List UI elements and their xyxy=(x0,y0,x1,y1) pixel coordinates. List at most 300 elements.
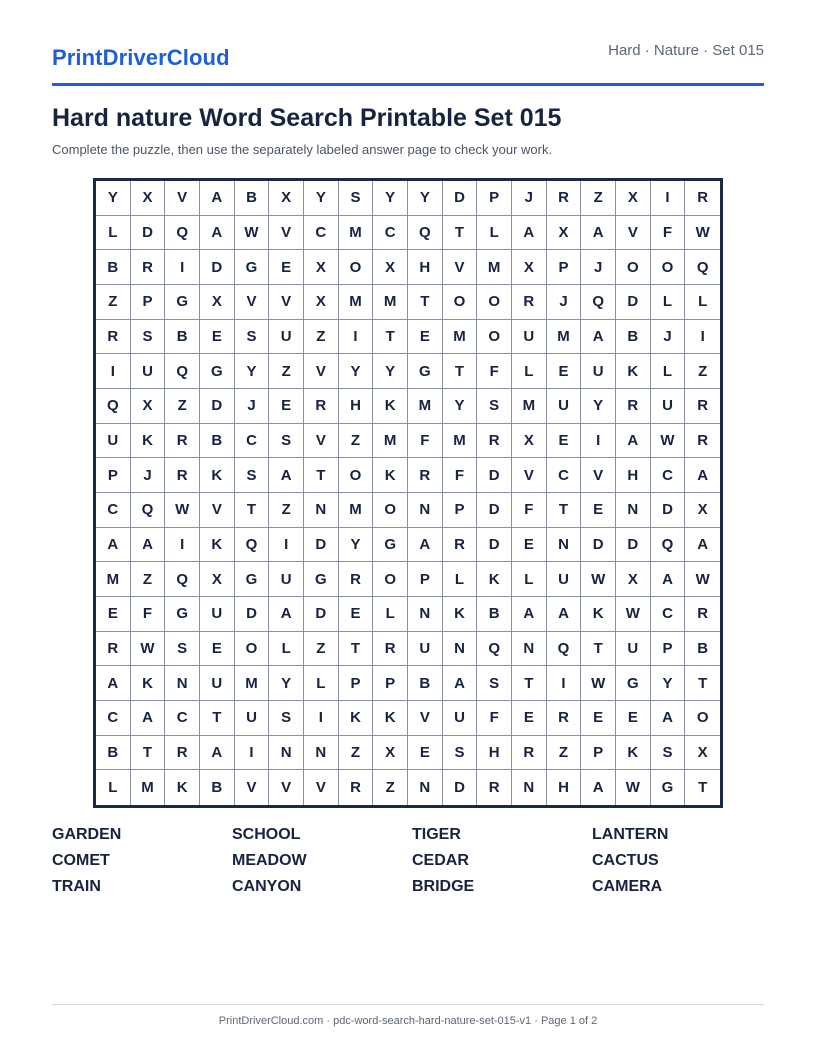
grid-cell: Q xyxy=(165,562,200,597)
grid-cell: A xyxy=(651,701,686,736)
grid-cell: U xyxy=(269,562,304,597)
grid-cell: T xyxy=(235,493,270,528)
word-list-item: MEADOW xyxy=(232,852,307,869)
page-header xyxy=(52,0,764,86)
grid-cell: A xyxy=(512,216,547,251)
grid-cell: Z xyxy=(165,389,200,424)
grid-cell: T xyxy=(131,736,166,771)
grid-cell: H xyxy=(477,736,512,771)
grid-cell: D xyxy=(235,597,270,632)
grid-cell: W xyxy=(131,632,166,667)
grid-cell: Z xyxy=(339,424,374,459)
grid-cell: Q xyxy=(131,493,166,528)
grid-cell: B xyxy=(685,632,720,667)
grid-cell: D xyxy=(581,528,616,563)
grid-cell: U xyxy=(96,424,131,459)
grid-cell: Y xyxy=(339,528,374,563)
grid-cell: R xyxy=(165,736,200,771)
grid-cell: G xyxy=(304,562,339,597)
grid-cell: L xyxy=(443,562,478,597)
grid-cell: S xyxy=(477,666,512,701)
grid-cell: G xyxy=(235,562,270,597)
grid-cell: V xyxy=(269,770,304,805)
grid-cell: L xyxy=(685,285,720,320)
grid-cell: V xyxy=(165,181,200,216)
grid-cell: U xyxy=(581,354,616,389)
grid-cell: A xyxy=(512,597,547,632)
grid-cell: R xyxy=(131,250,166,285)
grid-cell: W xyxy=(616,770,651,805)
grid-cell: P xyxy=(477,181,512,216)
grid-cell: X xyxy=(512,424,547,459)
grid-cell: D xyxy=(443,770,478,805)
grid-cell: S xyxy=(235,458,270,493)
grid-cell: Q xyxy=(408,216,443,251)
grid-cell: R xyxy=(339,562,374,597)
grid-cell: V xyxy=(304,770,339,805)
grid-cell: S xyxy=(235,320,270,355)
grid-cell: Z xyxy=(269,493,304,528)
grid-cell: S xyxy=(339,181,374,216)
grid-cell: P xyxy=(339,666,374,701)
grid-cell: I xyxy=(235,736,270,771)
grid-cell: E xyxy=(512,701,547,736)
grid-cell: T xyxy=(373,320,408,355)
grid-cell: A xyxy=(685,528,720,563)
grid-cell: E xyxy=(269,389,304,424)
grid-cell: B xyxy=(96,736,131,771)
grid-cell: R xyxy=(477,424,512,459)
breadcrumb: Hard · Nature · Set 015 xyxy=(608,42,764,59)
grid-cell: Y xyxy=(651,666,686,701)
grid-cell: J xyxy=(131,458,166,493)
grid-cell: O xyxy=(477,320,512,355)
grid-cell: B xyxy=(200,770,235,805)
word-list-item: GARDEN xyxy=(52,826,122,843)
grid-cell: N xyxy=(512,770,547,805)
grid-cell: D xyxy=(200,250,235,285)
grid-cell: A xyxy=(547,597,582,632)
grid-cell: B xyxy=(408,666,443,701)
grid-cell: K xyxy=(581,597,616,632)
grid-cell: M xyxy=(339,216,374,251)
grid-cell: W xyxy=(165,493,200,528)
grid-cell: Q xyxy=(235,528,270,563)
grid-cell: T xyxy=(685,666,720,701)
grid-cell: K xyxy=(373,458,408,493)
grid-cell: X xyxy=(304,250,339,285)
grid-cell: X xyxy=(616,562,651,597)
word-list-item: BRIDGE xyxy=(412,878,475,895)
grid-cell: C xyxy=(165,701,200,736)
grid-cell: K xyxy=(200,528,235,563)
word-search-grid xyxy=(93,178,723,808)
word-list-item: TIGER xyxy=(412,826,461,843)
grid-cell: A xyxy=(581,216,616,251)
word-list-item: SCHOOL xyxy=(232,826,301,843)
grid-cell: E xyxy=(547,354,582,389)
grid-cell: S xyxy=(165,632,200,667)
grid-cell: R xyxy=(373,632,408,667)
grid-cell: P xyxy=(651,632,686,667)
grid-cell: I xyxy=(269,528,304,563)
grid-cell: I xyxy=(547,666,582,701)
word-list xyxy=(52,826,764,904)
word-list-item: TRAIN xyxy=(52,878,101,895)
grid-cell: Z xyxy=(547,736,582,771)
grid-cell: T xyxy=(443,354,478,389)
grid-cell: E xyxy=(512,528,547,563)
grid-cell: Q xyxy=(96,389,131,424)
grid-cell: R xyxy=(477,770,512,805)
grid-cell: O xyxy=(616,250,651,285)
grid-cell: Y xyxy=(373,354,408,389)
grid-cell: X xyxy=(373,250,408,285)
grid-cell: P xyxy=(373,666,408,701)
grid-cell: D xyxy=(477,458,512,493)
grid-cell: A xyxy=(96,528,131,563)
grid-cell: Y xyxy=(235,354,270,389)
grid-cell: O xyxy=(373,493,408,528)
grid-cell: U xyxy=(269,320,304,355)
grid-cell: M xyxy=(339,285,374,320)
grid-cell: S xyxy=(131,320,166,355)
grid-cell: G xyxy=(616,666,651,701)
grid-cell: V xyxy=(408,701,443,736)
grid-cell: Z xyxy=(96,285,131,320)
grid-cell: I xyxy=(651,181,686,216)
grid-cell: A xyxy=(96,666,131,701)
grid-cell: Z xyxy=(685,354,720,389)
grid-cell: Q xyxy=(165,216,200,251)
grid-cell: X xyxy=(200,285,235,320)
grid-cell: C xyxy=(651,458,686,493)
grid-cell: A xyxy=(200,216,235,251)
grid-cell: X xyxy=(131,389,166,424)
grid-cell: U xyxy=(547,562,582,597)
grid-cell: N xyxy=(408,597,443,632)
grid-cell: F xyxy=(477,354,512,389)
grid-cell: E xyxy=(96,597,131,632)
grid-cell: E xyxy=(408,736,443,771)
grid-cell: C xyxy=(96,701,131,736)
grid-cell: V xyxy=(269,285,304,320)
grid-cell: O xyxy=(685,701,720,736)
grid-cell: W xyxy=(581,562,616,597)
grid-cell: M xyxy=(547,320,582,355)
grid-cell: T xyxy=(304,458,339,493)
grid-cell: O xyxy=(443,285,478,320)
grid-cell: L xyxy=(269,632,304,667)
grid-cell: Q xyxy=(685,250,720,285)
grid-cell: M xyxy=(443,320,478,355)
grid-cell: G xyxy=(651,770,686,805)
grid-cell: K xyxy=(443,597,478,632)
grid-cell: D xyxy=(443,181,478,216)
brand-logo[interactable]: PrintDriverCloud xyxy=(52,45,230,70)
word-list-item: COMET xyxy=(52,852,110,869)
grid-cell: P xyxy=(581,736,616,771)
grid-cell: Q xyxy=(547,632,582,667)
grid-cell: Y xyxy=(443,389,478,424)
grid-cell: K xyxy=(616,736,651,771)
grid-cell: M xyxy=(477,250,512,285)
grid-cell: U xyxy=(443,701,478,736)
grid-cell: H xyxy=(547,770,582,805)
grid-cell: V xyxy=(616,216,651,251)
grid-cell: A xyxy=(200,736,235,771)
grid-cell: V xyxy=(512,458,547,493)
grid-cell: G xyxy=(165,597,200,632)
grid-cell: O xyxy=(339,458,374,493)
grid-cell: B xyxy=(96,250,131,285)
grid-cell: D xyxy=(477,528,512,563)
grid-cell: X xyxy=(304,285,339,320)
grid-cell: A xyxy=(651,562,686,597)
grid-cell: U xyxy=(200,597,235,632)
grid-cell: P xyxy=(131,285,166,320)
grid-cell: F xyxy=(131,597,166,632)
grid-cell: T xyxy=(547,493,582,528)
grid-cell: E xyxy=(616,701,651,736)
grid-cell: J xyxy=(651,320,686,355)
grid-cell: X xyxy=(685,493,720,528)
grid-cell: K xyxy=(373,701,408,736)
grid-cell: R xyxy=(339,770,374,805)
grid-cell: E xyxy=(200,632,235,667)
grid-cell: G xyxy=(165,285,200,320)
grid-cell: N xyxy=(304,493,339,528)
grid-cell: V xyxy=(304,354,339,389)
grid-cell: K xyxy=(373,389,408,424)
grid-cell: N xyxy=(512,632,547,667)
grid-cell: R xyxy=(685,424,720,459)
grid-cell: Y xyxy=(96,181,131,216)
grid-cell: A xyxy=(581,770,616,805)
grid-cell: T xyxy=(200,701,235,736)
grid-cell: B xyxy=(165,320,200,355)
grid-cell: V xyxy=(443,250,478,285)
grid-cell: G xyxy=(373,528,408,563)
grid-cell: L xyxy=(373,597,408,632)
grid-cell: K xyxy=(339,701,374,736)
grid-cell: N xyxy=(269,736,304,771)
grid-cell: O xyxy=(235,632,270,667)
grid-cell: N xyxy=(304,736,339,771)
grid-cell: G xyxy=(235,250,270,285)
grid-cell: G xyxy=(408,354,443,389)
grid-cell: T xyxy=(408,285,443,320)
grid-cell: L xyxy=(512,354,547,389)
grid-cell: Z xyxy=(339,736,374,771)
grid-cell: R xyxy=(96,320,131,355)
grid-cell: W xyxy=(685,562,720,597)
page-title: Hard nature Word Search Printable Set 015 xyxy=(52,104,562,132)
grid-cell: Y xyxy=(373,181,408,216)
grid-cell: C xyxy=(373,216,408,251)
grid-cell: H xyxy=(408,250,443,285)
grid-cell: Q xyxy=(477,632,512,667)
grid-cell: D xyxy=(304,528,339,563)
grid-cell: A xyxy=(269,458,304,493)
grid-cell: D xyxy=(616,528,651,563)
grid-cell: R xyxy=(616,389,651,424)
grid-cell: L xyxy=(651,285,686,320)
grid-cell: F xyxy=(408,424,443,459)
grid-cell: A xyxy=(408,528,443,563)
grid-cell: C xyxy=(547,458,582,493)
grid-cell: R xyxy=(512,736,547,771)
grid-cell: M xyxy=(235,666,270,701)
grid-cell: A xyxy=(685,458,720,493)
grid-cell: T xyxy=(581,632,616,667)
grid-cell: H xyxy=(339,389,374,424)
grid-cell: R xyxy=(408,458,443,493)
grid-cell: U xyxy=(200,666,235,701)
grid-cell: R xyxy=(547,181,582,216)
grid-cell: E xyxy=(547,424,582,459)
grid-cell: N xyxy=(408,493,443,528)
grid-cell: U xyxy=(547,389,582,424)
grid-cell: T xyxy=(512,666,547,701)
grid-cell: Y xyxy=(304,181,339,216)
grid-cell: R xyxy=(547,701,582,736)
grid-cell: B xyxy=(616,320,651,355)
word-list-item: CANYON xyxy=(232,878,302,895)
grid-cell: E xyxy=(339,597,374,632)
grid-cell: P xyxy=(443,493,478,528)
grid-cell: S xyxy=(443,736,478,771)
grid-cell: W xyxy=(651,424,686,459)
grid-cell: E xyxy=(408,320,443,355)
grid-cell: P xyxy=(547,250,582,285)
grid-cell: Y xyxy=(269,666,304,701)
grid-cell: I xyxy=(685,320,720,355)
grid-cell: U xyxy=(408,632,443,667)
grid-cell: C xyxy=(304,216,339,251)
grid-cell: R xyxy=(685,389,720,424)
grid-cell: D xyxy=(616,285,651,320)
grid-cell: I xyxy=(165,528,200,563)
grid-cell: N xyxy=(408,770,443,805)
grid-cell: U xyxy=(616,632,651,667)
grid-cell: U xyxy=(235,701,270,736)
grid-cell: J xyxy=(512,181,547,216)
grid-cell: W xyxy=(685,216,720,251)
grid-cell: S xyxy=(477,389,512,424)
grid-cell: A xyxy=(581,320,616,355)
grid-cell: V xyxy=(581,458,616,493)
grid-cell: K xyxy=(477,562,512,597)
grid-cell: O xyxy=(339,250,374,285)
grid-cell: R xyxy=(165,458,200,493)
grid-cell: H xyxy=(616,458,651,493)
grid-cell: Q xyxy=(651,528,686,563)
grid-cell: Q xyxy=(581,285,616,320)
grid-cell: A xyxy=(269,597,304,632)
grid-cell: W xyxy=(581,666,616,701)
page-subtitle: Complete the puzzle, then use the separately labeled answer page to check your work. xyxy=(52,142,553,157)
grid-cell: L xyxy=(304,666,339,701)
grid-cell: C xyxy=(651,597,686,632)
grid-cell: M xyxy=(339,493,374,528)
grid-cell: I xyxy=(165,250,200,285)
grid-cell: V xyxy=(304,424,339,459)
grid-cell: K xyxy=(616,354,651,389)
grid-cell: N xyxy=(616,493,651,528)
grid-cell: K xyxy=(131,424,166,459)
grid-cell: E xyxy=(581,701,616,736)
grid-cell: J xyxy=(547,285,582,320)
grid-cell: X xyxy=(547,216,582,251)
grid-cell: I xyxy=(96,354,131,389)
grid-cell: L xyxy=(512,562,547,597)
grid-cell: F xyxy=(477,701,512,736)
grid-cell: X xyxy=(131,181,166,216)
grid-cell: U xyxy=(131,354,166,389)
grid-cell: R xyxy=(685,181,720,216)
grid-cell: S xyxy=(651,736,686,771)
word-list-item: CAMERA xyxy=(592,878,663,895)
grid-cell: S xyxy=(269,424,304,459)
grid-cell: X xyxy=(200,562,235,597)
grid-cell: T xyxy=(443,216,478,251)
grid-cell: L xyxy=(96,216,131,251)
grid-cell: C xyxy=(235,424,270,459)
grid-cell: M xyxy=(408,389,443,424)
grid-cell: Z xyxy=(581,181,616,216)
grid-cell: U xyxy=(512,320,547,355)
grid-cell: D xyxy=(304,597,339,632)
grid-cell: Y xyxy=(339,354,374,389)
page-footer: PrintDriverCloud.com · pdc-word-search-hard-nature-set-015-v1 · Page 1 of 2 xyxy=(52,1004,764,1027)
word-list-item: LANTERN xyxy=(592,826,669,843)
grid-cell: R xyxy=(685,597,720,632)
grid-cell: O xyxy=(651,250,686,285)
grid-cell: N xyxy=(165,666,200,701)
grid-cell: Z xyxy=(304,320,339,355)
grid-cell: M xyxy=(131,770,166,805)
grid-cell: F xyxy=(651,216,686,251)
grid-cell: L xyxy=(651,354,686,389)
grid-cell: V xyxy=(235,770,270,805)
grid-cell: N xyxy=(547,528,582,563)
word-list-item: CACTUS xyxy=(592,852,659,869)
grid-cell: I xyxy=(304,701,339,736)
grid-cell: V xyxy=(200,493,235,528)
grid-cell: C xyxy=(96,493,131,528)
grid-cell: X xyxy=(269,181,304,216)
grid-cell: J xyxy=(235,389,270,424)
grid-cell: D xyxy=(200,389,235,424)
grid-cell: Y xyxy=(581,389,616,424)
grid-cell: L xyxy=(96,770,131,805)
grid-cell: M xyxy=(373,285,408,320)
grid-cell: Z xyxy=(269,354,304,389)
grid-cell: M xyxy=(373,424,408,459)
grid-cell: F xyxy=(443,458,478,493)
grid-cell: L xyxy=(477,216,512,251)
grid-cell: R xyxy=(96,632,131,667)
grid-cell: M xyxy=(96,562,131,597)
grid-cell: S xyxy=(269,701,304,736)
grid-cell: D xyxy=(131,216,166,251)
grid-cell: J xyxy=(581,250,616,285)
grid-cell: M xyxy=(443,424,478,459)
grid-cell: T xyxy=(698,779,708,797)
grid-cell: Z xyxy=(131,562,166,597)
grid-cell: Z xyxy=(373,770,408,805)
